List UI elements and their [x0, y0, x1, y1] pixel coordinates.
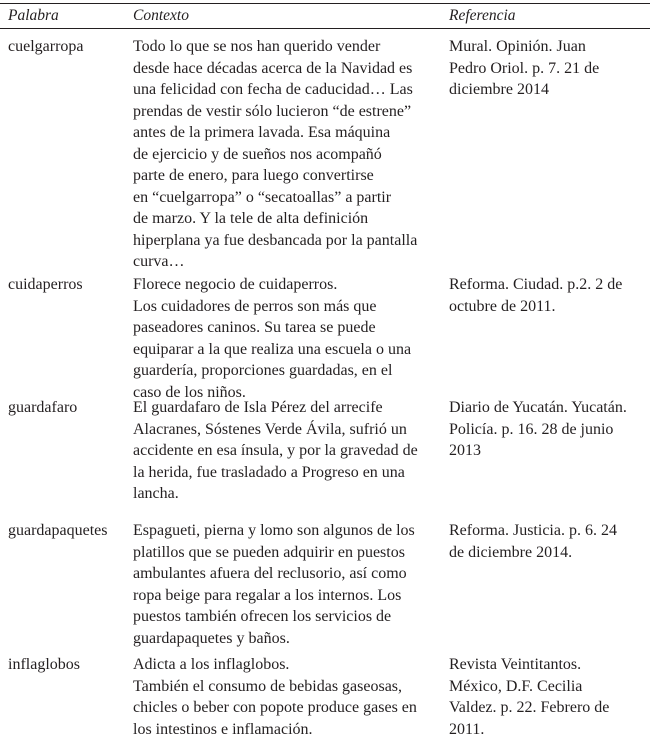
context-cell-line: Florece negocio de cuidaperros.: [133, 276, 338, 293]
table-row: [0, 654, 650, 744]
context-cell-line: hiperplana ya fue desbancada por la pantalla: [133, 231, 418, 249]
context-cell-line: Los cuidadores de perros son más que: [133, 297, 377, 315]
table-row: [0, 36, 650, 274]
context-cell-line: Todo lo que se nos han querido vender: [133, 38, 381, 55]
reference-cell-line: 2011.: [449, 720, 485, 738]
reference-cell: [449, 36, 599, 101]
context-cell-line: lancha.: [133, 485, 179, 502]
reference-cell-line: 2013: [449, 442, 481, 459]
context-cell-line: Alacranes, Sóstenes Verde Ávila, sufrió un: [133, 420, 407, 438]
reference-cell-line: Revista Veintitantos.: [449, 656, 582, 673]
table-row: [0, 397, 650, 520]
reference-cell-line: Reforma. Justicia. p. 6. 24: [449, 522, 617, 539]
context-cell-line: platillos que se pueden adquirir en puestos: [133, 543, 405, 561]
word-cell: cuidaperros: [8, 276, 83, 293]
header-referencia: Referencia: [449, 7, 516, 24]
context-cell-line: en “cuelgarropa” o “secatoallas” a partir: [133, 188, 392, 206]
word-cell: inflaglobos: [8, 656, 80, 673]
word-cell: cuelgarropa: [8, 38, 84, 55]
reference-cell-line: Pedro Oriol. p. 7. 21 de: [449, 59, 600, 77]
reference-cell: [449, 520, 617, 563]
reference-cell-line: México, D.F. Cecilia: [449, 677, 583, 695]
header-contexto: Contexto: [133, 7, 189, 24]
header-palabra: Palabra: [8, 7, 59, 24]
context-cell-line: chicles o beber con popote produce gases en: [133, 699, 417, 716]
reference-cell-line: Diario de Yucatán. Yucatán.: [449, 399, 627, 416]
context-cell-line: prendas de vestir sólo lucieron “de estrene”: [133, 102, 412, 120]
context-cell: [133, 520, 415, 649]
reference-cell-line: Policía. p. 16. 28 de junio: [449, 420, 614, 438]
context-cell: [133, 36, 417, 273]
reference-cell-line: Reforma. Ciudad. p.2. 2 de: [449, 276, 623, 293]
context-cell-line: También el consumo de bebidas gaseosas,: [133, 677, 403, 695]
context-cell-line: antes de la primera lavada. Esa máquina: [133, 124, 391, 141]
reference-cell-line: de diciembre 2014.: [449, 543, 573, 561]
reference-cell: [449, 397, 627, 462]
context-cell-line: guardería, proporciones guardadas, en el: [133, 362, 393, 379]
word-cell: guardapaquetes: [8, 522, 108, 539]
reference-cell-line: Mural. Opinión. Juan: [449, 38, 586, 55]
context-cell-line: la herida, fue trasladado a Progreso en una: [133, 463, 405, 481]
reference-cell: [449, 654, 609, 740]
table-header: [0, 4, 650, 29]
context-cell-line: una felicidad con fecha de caducidad… Las: [133, 81, 413, 98]
context-cell-line: de marzo. Y la tele de alta definición: [133, 210, 369, 227]
context-cell-line: ambulantes afuera del reclusorio, así como: [133, 565, 407, 582]
context-cell-line: accidente en esa ínsula, y por la gravedad de: [133, 442, 418, 459]
context-cell-line: Adicta a los inflaglobos.: [133, 656, 290, 673]
context-cell-line: caso de los niños.: [133, 383, 246, 401]
reference-cell-line: octubre de 2011.: [449, 297, 556, 315]
context-cell-line: los intestinos e inflamación.: [133, 720, 313, 738]
context-cell: [133, 397, 418, 505]
context-cell-line: ropa beige para regalar a los internos. Los: [133, 586, 402, 604]
context-cell-line: puestos también ofrecen los servicios de: [133, 608, 392, 625]
table-row: [0, 274, 650, 401]
context-cell: [133, 654, 417, 740]
reference-cell-line: diciembre 2014: [449, 81, 549, 98]
context-cell: [133, 274, 411, 403]
context-cell-line: parte de enero, para luego convertirse: [133, 167, 374, 184]
context-cell-line: desde hace décadas acerca de la Navidad es: [133, 59, 413, 77]
reference-cell-line: Valdez. p. 22. Febrero de: [449, 699, 610, 716]
context-cell-line: guardapaquetes y baños.: [133, 629, 290, 647]
glossary-table: [0, 3, 650, 744]
table-row: [0, 520, 650, 654]
word-cell: guardafaro: [8, 399, 78, 416]
reference-cell: [449, 274, 622, 317]
context-cell-line: de ejercicio y de sueños nos acompañó: [133, 145, 382, 163]
context-cell-line: Espagueti, pierna y lomo son algunos de los: [133, 522, 415, 539]
context-cell-line: paseadores caninos. Su tarea se puede: [133, 319, 376, 336]
context-cell-line: El guardafaro de Isla Pérez del arrecife: [133, 399, 383, 416]
context-cell-line: curva…: [133, 253, 185, 270]
context-cell-line: equiparar a la que realiza una escuela o una: [133, 340, 412, 358]
